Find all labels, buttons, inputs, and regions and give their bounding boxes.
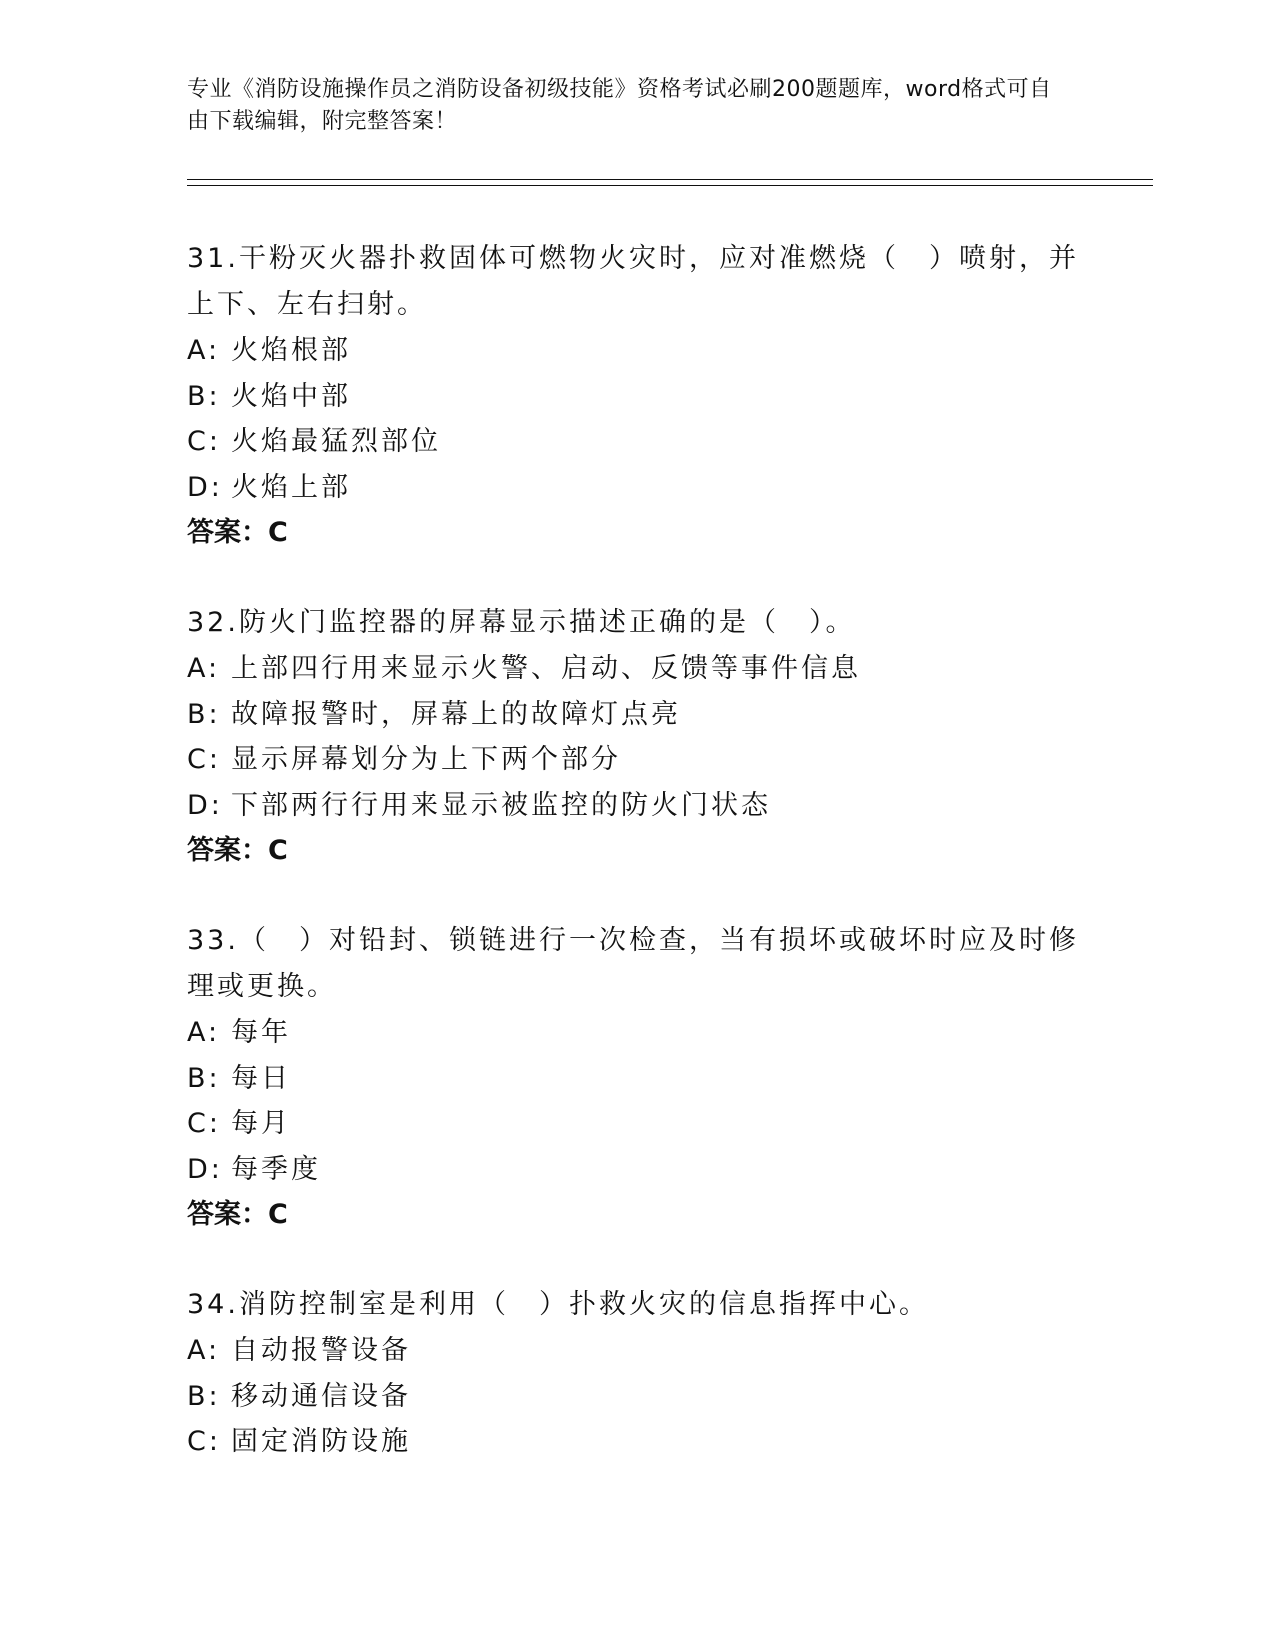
option-key: C: bbox=[187, 1108, 221, 1139]
answer-label: 答案：C bbox=[187, 1199, 288, 1230]
option-text: 每年 bbox=[231, 1017, 291, 1048]
option-c bbox=[187, 1419, 1087, 1465]
option-text: 故障报警时，屏幕上的故障灯点亮 bbox=[231, 698, 681, 730]
option-c bbox=[187, 419, 1087, 465]
question-31 bbox=[187, 236, 1087, 556]
answer-label: 答案：C bbox=[187, 835, 288, 866]
option-key: A: bbox=[187, 1017, 221, 1048]
option-b bbox=[187, 374, 1087, 420]
option-a bbox=[187, 1010, 1087, 1056]
option-b bbox=[187, 692, 1087, 738]
option-text: 上部四行用来显示火警、启动、反馈等事件信息 bbox=[231, 653, 861, 684]
question-33 bbox=[187, 918, 1087, 1238]
option-key: C: bbox=[187, 426, 221, 457]
option-text: 下部两行行用来显示被监控的防火门状态 bbox=[231, 789, 771, 821]
option-key: D: bbox=[187, 789, 223, 821]
option-key: B: bbox=[187, 1062, 221, 1094]
option-key: A: bbox=[187, 335, 221, 366]
option-key: B: bbox=[187, 1380, 221, 1412]
option-c bbox=[187, 737, 1087, 783]
option-d bbox=[187, 783, 1087, 829]
option-a bbox=[187, 328, 1087, 374]
question-text: 31.干粉灭火器扑救固体可燃物火灾时，应对准燃烧（ ）喷射，并上下、左右扫射。 bbox=[187, 243, 1079, 320]
question-34 bbox=[187, 1282, 1087, 1465]
option-c bbox=[187, 1101, 1087, 1147]
option-text: 火焰根部 bbox=[231, 335, 351, 366]
option-text: 每季度 bbox=[231, 1153, 321, 1185]
option-text: 移动通信设备 bbox=[231, 1380, 411, 1412]
question-text: 34.消防控制室是利用（ ）扑救火灾的信息指挥中心。 bbox=[187, 1289, 929, 1320]
answer-label: 答案：C bbox=[187, 517, 288, 548]
option-text: 火焰上部 bbox=[231, 471, 351, 503]
option-a bbox=[187, 1328, 1087, 1374]
question-list bbox=[187, 236, 1087, 1509]
option-text: 每日 bbox=[231, 1062, 291, 1094]
option-key: D: bbox=[187, 1153, 223, 1185]
question-32 bbox=[187, 600, 1087, 874]
option-text: 显示屏幕划分为上下两个部分 bbox=[231, 744, 621, 775]
option-key: B: bbox=[187, 698, 221, 730]
option-text: 固定消防设施 bbox=[231, 1426, 411, 1457]
option-d bbox=[187, 465, 1087, 511]
option-key: B: bbox=[187, 380, 221, 412]
option-key: C: bbox=[187, 1426, 221, 1457]
option-text: 每月 bbox=[231, 1108, 291, 1139]
option-text: 火焰最猛烈部位 bbox=[231, 426, 441, 457]
option-key: C: bbox=[187, 744, 221, 775]
option-b bbox=[187, 1374, 1087, 1420]
question-text: 33.（ ）对铅封、锁链进行一次检查，当有损坏或破坏时应及时修理或更换。 bbox=[187, 925, 1079, 1002]
option-key: A: bbox=[187, 1335, 221, 1366]
option-key: D: bbox=[187, 471, 223, 503]
option-b bbox=[187, 1056, 1087, 1102]
option-d bbox=[187, 1147, 1087, 1193]
option-a bbox=[187, 646, 1087, 692]
question-text: 32.防火门监控器的屏幕显示描述正确的是（ ）。 bbox=[187, 607, 856, 638]
option-key: A: bbox=[187, 653, 221, 684]
document-header: 专业《消防设施操作员之消防设备初级技能》资格考试必刷200题题库，word格式可自由下载编辑，附完整答案！ bbox=[187, 77, 1052, 134]
option-text: 火焰中部 bbox=[231, 380, 351, 412]
header-divider bbox=[187, 179, 1153, 186]
option-text: 自动报警设备 bbox=[231, 1335, 411, 1366]
